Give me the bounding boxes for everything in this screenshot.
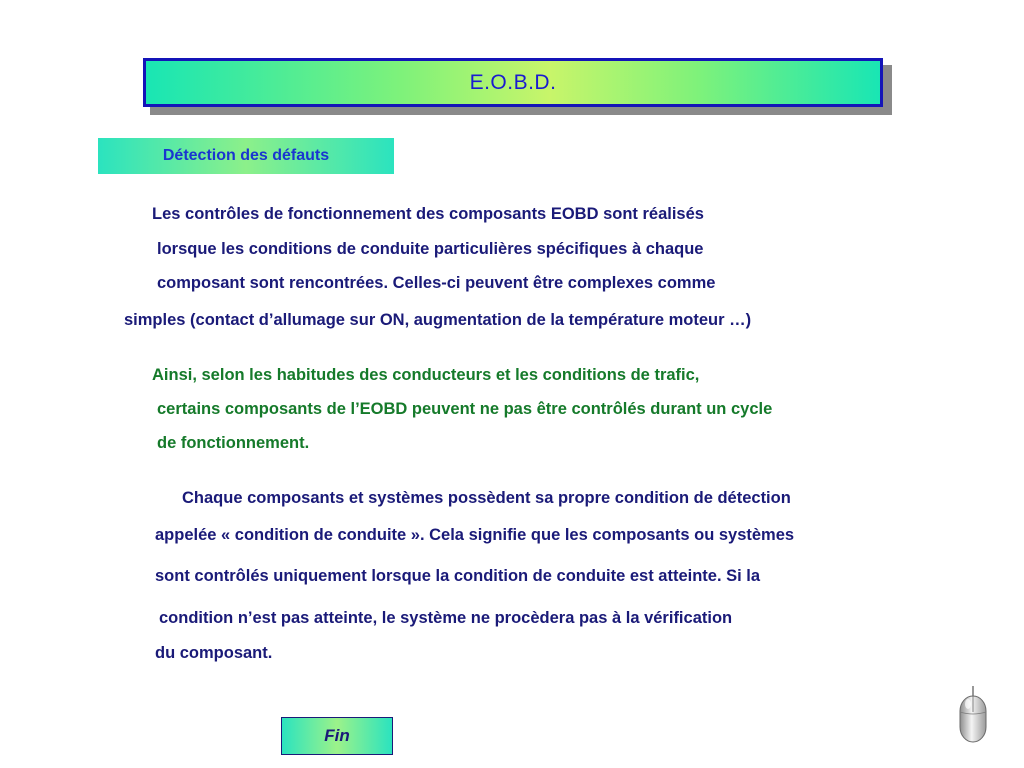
paragraph2-line: Ainsi, selon les habitudes des conducteurs et les conditions de trafic, <box>152 366 700 384</box>
section-label-box <box>98 138 394 174</box>
title-banner <box>143 58 883 107</box>
paragraph1-line: simples (contact d’allumage sur ON, augmentation de la température moteur …) <box>124 311 752 329</box>
fin-button-label: Fin <box>324 726 350 745</box>
fin-button[interactable] <box>281 717 393 755</box>
paragraph3-line: Chaque composants et systèmes possèdent sa propre condition de détection <box>182 489 791 507</box>
page-title: E.O.B.D. <box>469 70 557 94</box>
mouse-icon[interactable] <box>955 686 991 744</box>
section-label: Détection des défauts <box>162 147 330 164</box>
paragraph2-line: de fonctionnement. <box>157 434 310 452</box>
paragraph3-line: sont contrôlés uniquement lorsque la condition de conduite est atteinte. Si la <box>155 567 761 585</box>
paragraph1-line: Les contrôles de fonctionnement des composants EOBD sont réalisés <box>152 205 704 223</box>
paragraph2-line: certains composants de l’EOBD peuvent ne pas être contrôlés durant un cycle <box>157 400 773 418</box>
paragraph1-line: composant sont rencontrées. Celles-ci peuvent être complexes comme <box>157 274 716 292</box>
paragraph3-line: du composant. <box>155 644 273 662</box>
paragraph3-line: appelée « condition de conduite ». Cela signifie que les composants ou systèmes <box>155 526 795 544</box>
paragraph1-line: lorsque les conditions de conduite particulières spécifiques à chaque <box>157 240 704 258</box>
paragraph3-line: condition n’est pas atteinte, le système ne procèdera pas à la vérification <box>159 609 733 627</box>
